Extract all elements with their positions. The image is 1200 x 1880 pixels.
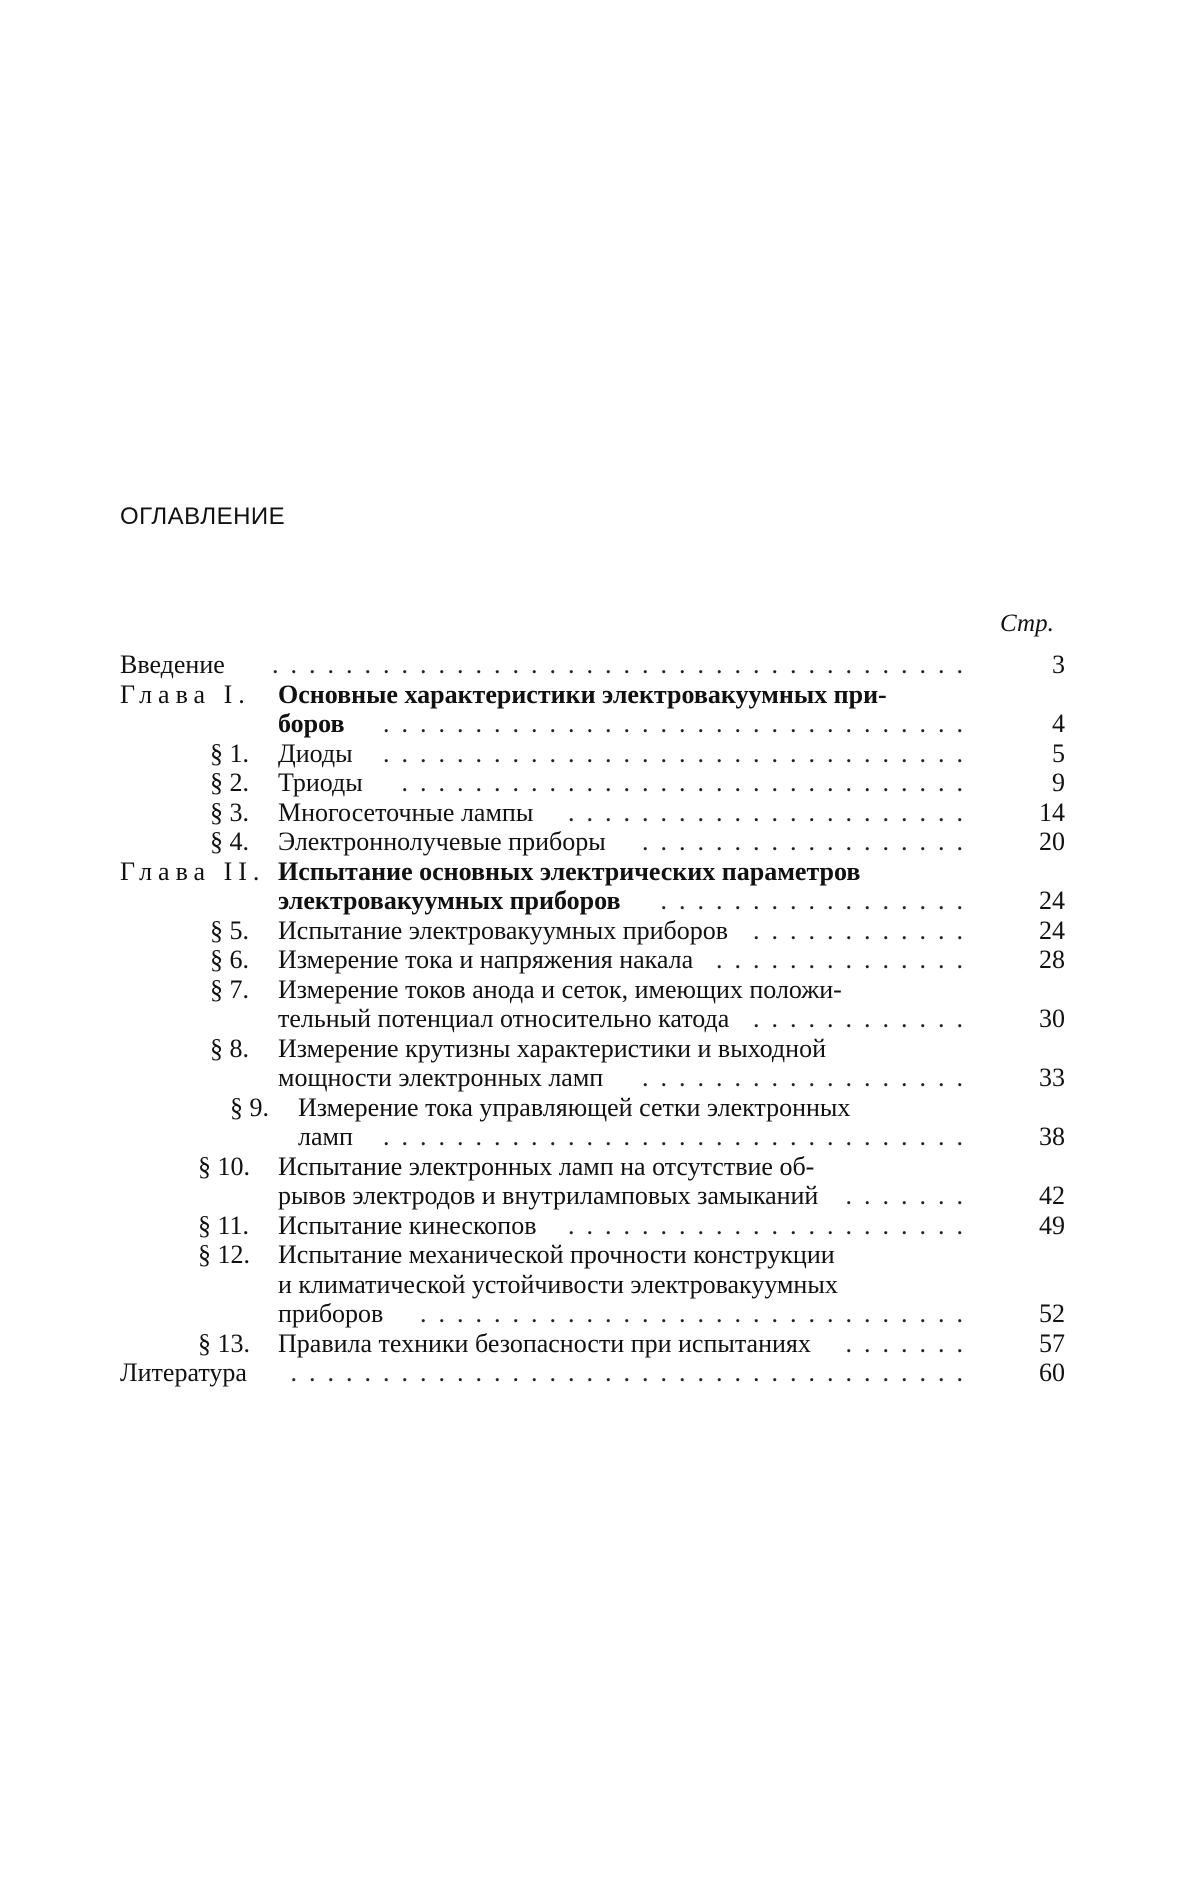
entry-title-line: Литература (120, 1358, 247, 1387)
toc-entry (120, 857, 1065, 916)
entry-title-line: Электроннолучевые приборы (278, 827, 606, 856)
toc-entry (120, 975, 1065, 1034)
page-column-label: Стр. (1000, 610, 1054, 637)
dot-leader: ................................ (383, 1122, 975, 1151)
toc-entry (120, 916, 1065, 946)
page-number: 30 (1039, 1004, 1065, 1033)
section-number: § 10. (198, 1151, 250, 1181)
dot-leader: ..................................... (290, 1358, 975, 1387)
page-number: 24 (1039, 886, 1065, 915)
page-number: 14 (1039, 797, 1065, 827)
section-number: § 1. (210, 738, 249, 768)
page-number: 38 (1039, 1122, 1065, 1151)
dot-leader: ................................ (383, 738, 975, 768)
entry-title-line: Измерение крутизны характеристики и выходной (278, 1033, 826, 1063)
dot-leader: .............................. (420, 1299, 975, 1328)
toc-entry (120, 650, 1065, 680)
dot-leader: ...................... (568, 797, 975, 827)
entry-title-line: тельный потенциал относительно катода (278, 1004, 730, 1033)
dot-leader: ............ (753, 1004, 975, 1033)
section-number: § 6. (210, 945, 249, 974)
page-number: 60 (1039, 1358, 1065, 1387)
page-number: 57 (1039, 1328, 1065, 1358)
entry-title-line: боров (278, 709, 345, 738)
entry-title-line: Основные характеристики электровакуумных при- (278, 679, 887, 709)
page-number: 49 (1039, 1210, 1065, 1240)
toc-entry (120, 1329, 1065, 1359)
dot-leader: ................. (660, 886, 975, 915)
entry-title-line: Многосеточные лампы (278, 797, 534, 827)
page-number: 9 (1052, 768, 1065, 797)
page-number: 52 (1039, 1299, 1065, 1328)
dot-leader: ....... (845, 1181, 975, 1210)
entry-title-line: Диоды (278, 738, 353, 768)
entry-title-line: Правила техники безопасности при испытаниях (278, 1328, 811, 1358)
dot-leader: .................. (642, 1063, 975, 1092)
toc-entry (120, 1240, 1065, 1329)
entry-title-line: и климатической устойчивости электровакуумных (278, 1269, 838, 1299)
dot-leader: .................. (642, 827, 975, 856)
chapter-label: Глава II. (120, 856, 266, 886)
entry-title-line: Измерение тока управляющей сетки электронных (298, 1092, 851, 1122)
page-number: 5 (1052, 738, 1065, 768)
dot-leader: .............. (716, 945, 975, 974)
page-number: 28 (1039, 945, 1065, 974)
page-number: 42 (1039, 1181, 1065, 1210)
dot-leader: ............ (753, 915, 975, 945)
page-number: 4 (1052, 709, 1065, 738)
dot-leader: ....... (845, 1328, 975, 1358)
page-number: 3 (1052, 650, 1065, 679)
section-number: § 12. (198, 1240, 250, 1269)
entry-title-line: ламп (298, 1122, 353, 1151)
dot-leader: ................................ (383, 709, 975, 738)
entry-title-line: мощности электронных ламп (278, 1063, 604, 1092)
section-number: § 7. (210, 974, 249, 1004)
section-number: § 5. (210, 915, 249, 945)
entry-title-line: Испытание кинескопов (278, 1210, 537, 1240)
entry-title-line: электровакуумных приборов (278, 886, 621, 915)
toc-entry (120, 739, 1065, 769)
page-number: 20 (1039, 827, 1065, 856)
toc-entry (120, 1093, 1065, 1152)
toc-entry (120, 827, 1065, 857)
section-number: § 8. (210, 1033, 249, 1063)
dot-leader: ...................................... (272, 650, 975, 679)
page-title: ОГЛАВЛЕНИЕ (120, 503, 286, 530)
toc-entry (120, 1211, 1065, 1241)
entry-title-line: Испытание основных электрических параметров (278, 856, 861, 886)
entry-title-line: приборов (278, 1299, 384, 1328)
toc-entry (120, 768, 1065, 798)
dot-leader: ...................... (568, 1210, 975, 1240)
entry-title-line: Триоды (278, 768, 363, 797)
section-number: § 11. (198, 1210, 250, 1240)
entry-title-line: Введение (120, 650, 225, 679)
section-number: § 3. (210, 797, 249, 827)
page-number: 33 (1039, 1063, 1065, 1092)
entry-title-line: Испытание электровакуумных приборов (278, 915, 729, 945)
table-of-contents (120, 650, 1065, 1388)
toc-entry (120, 1358, 1065, 1388)
page-number: 24 (1039, 915, 1065, 945)
entry-title-line: Испытание механической прочности конструкции (278, 1240, 835, 1269)
entry-title-line: Измерение токов анода и сеток, имеющих положи- (278, 974, 842, 1004)
section-number: § 2. (210, 768, 249, 797)
section-number: § 9. (230, 1092, 269, 1122)
entry-title-line: Испытание электронных ламп на отсутствие об- (278, 1151, 815, 1181)
toc-entry (120, 680, 1065, 739)
toc-entry (120, 1034, 1065, 1093)
toc-entry (120, 1152, 1065, 1211)
entry-title-line: рывов электродов и внутриламповых замыканий (278, 1181, 819, 1210)
entry-title-line: Измерение тока и напряжения накала (278, 945, 694, 974)
chapter-label: Глава I. (120, 679, 251, 709)
dot-leader: ............................... (401, 768, 975, 797)
toc-entry (120, 945, 1065, 975)
section-number: § 4. (210, 827, 249, 856)
section-number: § 13. (198, 1328, 250, 1358)
toc-entry (120, 798, 1065, 828)
